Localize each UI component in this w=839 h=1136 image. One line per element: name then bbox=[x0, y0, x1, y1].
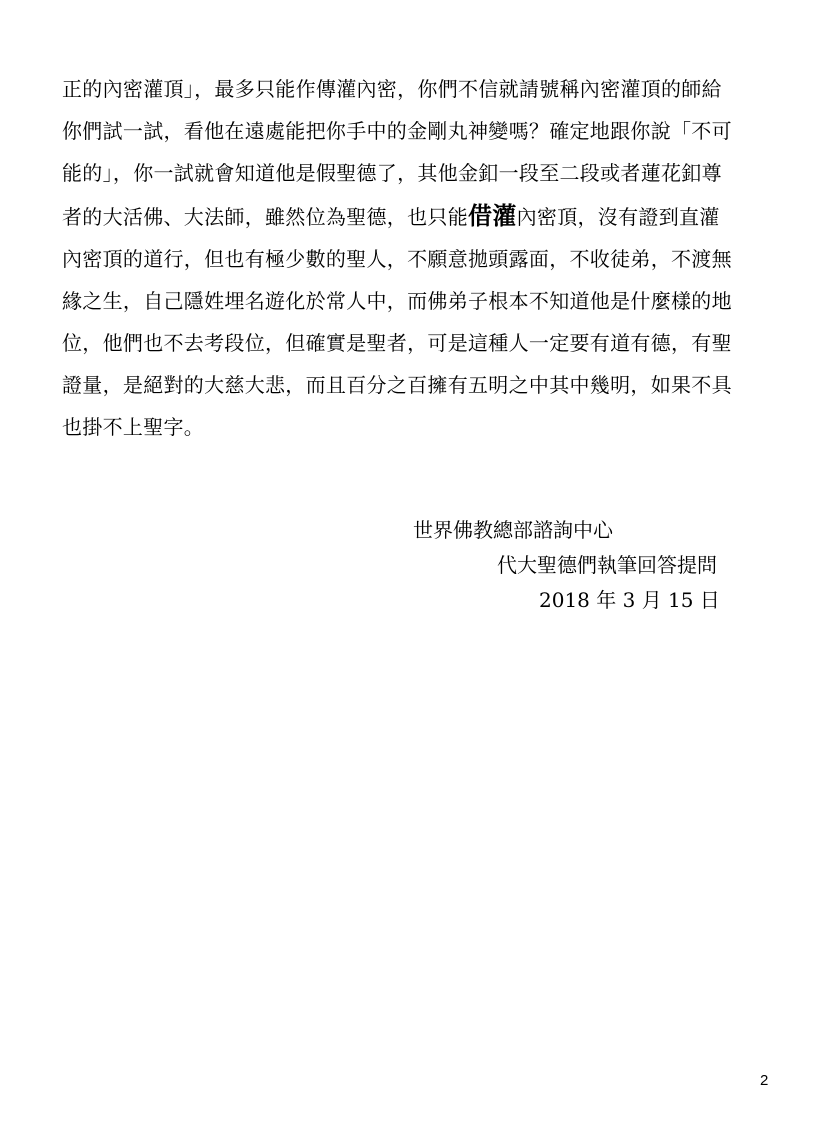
body-paragraph bbox=[62, 68, 782, 448]
paragraph-line: 緣之生，自己隱姓埋名遊化於常人中，而佛弟子根本不知道他是什麼樣的地 bbox=[62, 289, 732, 313]
emphasized-text: 借灌 bbox=[468, 202, 517, 230]
paragraph-line bbox=[62, 194, 782, 238]
signature-role: 代大聖德們執筆回答提問 bbox=[497, 553, 717, 577]
line-text-before: 者的大活佛、大法師，雖然位為聖德，也只能 bbox=[62, 205, 468, 229]
signature-organization: 世界佛教總部諮詢中心 bbox=[413, 518, 613, 542]
line-text-after: 內密頂，沒有證到直灌 bbox=[516, 205, 720, 229]
paragraph-line: 證量，是絕對的大慈大悲，而且百分之百擁有五明之中其中幾明，如果不具 bbox=[62, 373, 732, 397]
signature-date: 2018 年 3 月 15 日 bbox=[539, 588, 720, 612]
paragraph-line: 你們試一試，看他在遠處能把你手中的金剛丸神變嗎？確定地跟你說「不可 bbox=[62, 119, 732, 143]
page-number: 2 bbox=[760, 1072, 769, 1089]
paragraph-line: 位，他們也不去考段位，但確實是聖者，可是這種人一定要有道有德，有聖 bbox=[62, 331, 732, 355]
paragraph-line: 也掛不上聖字。 bbox=[62, 415, 205, 439]
paragraph-line: 能的」，你一試就會知道他是假聖德了，其他金釦一段至二段或者蓮花釦尊 bbox=[62, 161, 722, 185]
paragraph-line: 正的內密灌頂」，最多只能作傳灌內密，你們不信就請號稱內密灌頂的師給 bbox=[62, 77, 722, 101]
paragraph-line: 內密頂的道行，但也有極少數的聖人，不願意拋頭露面，不收徒弟，不渡無 bbox=[62, 247, 732, 271]
